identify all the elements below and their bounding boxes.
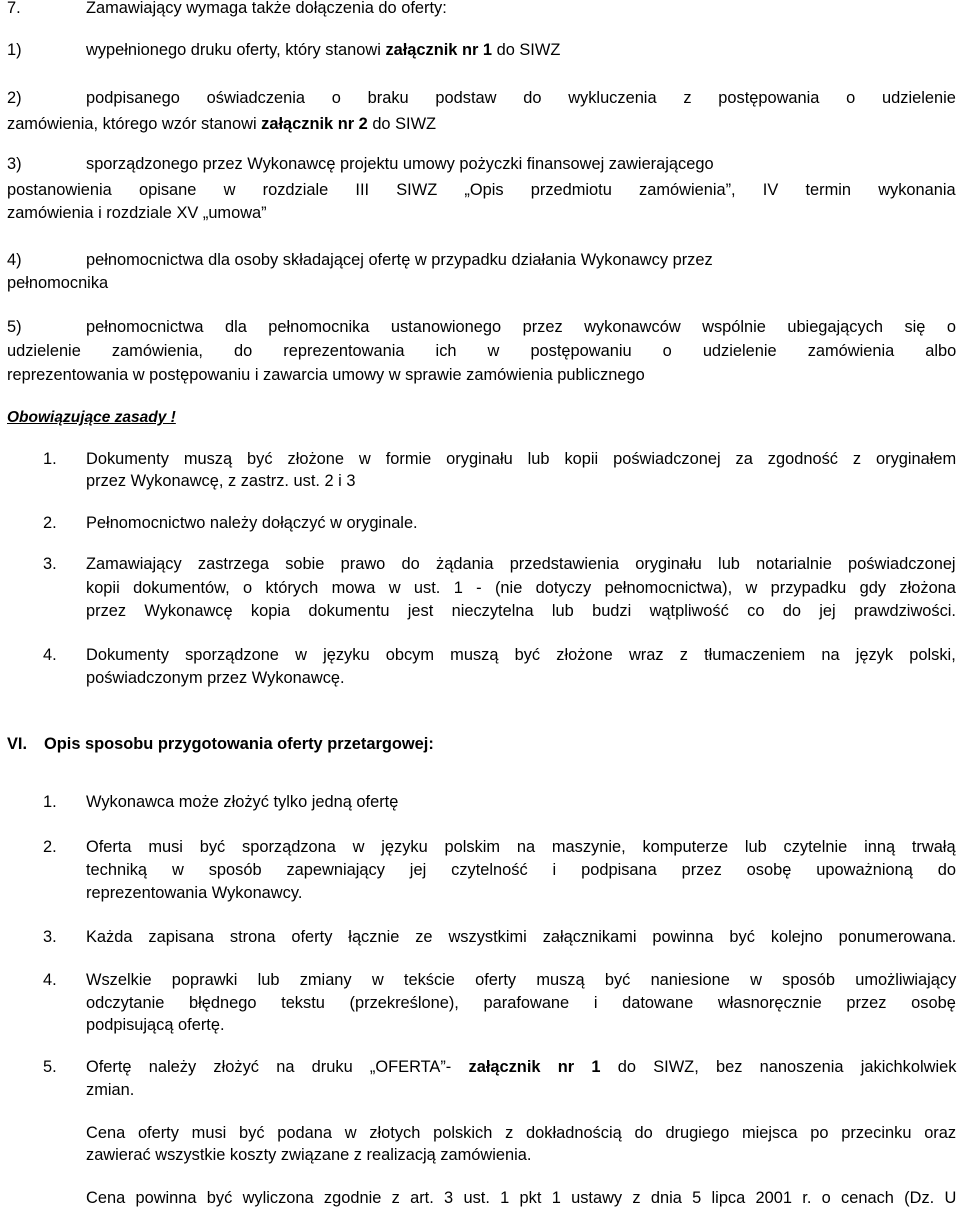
s6-item-2-number: 2. [43, 838, 57, 856]
list-item-2-line-2 [7, 113, 436, 135]
s6-item-2-line-3: reprezentowania Wykonawcy. [86, 884, 303, 902]
section-6-number: VI. [7, 735, 28, 753]
rule-2-number: 2. [43, 514, 57, 532]
s6-item-1-number: 1. [43, 793, 57, 811]
s6-item-5-line-1-a: Ofertę należy złożyć na druku „OFERTA”- [86, 1058, 469, 1076]
rule-3-line-1: Zamawiający zastrzega sobie prawo do żądania przedstawienia oryginału lub notarialnie poświadczonej [86, 555, 956, 573]
rule-4-line-1: Dokumenty sporządzone w języku obcym muszą być złożone wraz z tłumaczeniem na język polski, [86, 646, 956, 664]
rule-4-number: 4. [43, 646, 57, 664]
s6-item-4-number: 4. [43, 971, 57, 989]
list-item-5-number: 5) [7, 318, 22, 336]
list-item-5-line-3: reprezentowania w postępowaniu i zawarcia umowy w sprawie zamówienia publicznego [7, 366, 645, 384]
list-item-4-line-1: pełnomocnictwa dla osoby składającej ofertę w przypadku działania Wykonawcy przez [86, 251, 713, 269]
list-item-2-number: 2) [7, 89, 22, 107]
rule-4-line-2: poświadczonym przez Wykonawcę. [86, 669, 345, 687]
s6-item-1-line-1: Wykonawca może złożyć tylko jedną ofertę [86, 793, 399, 811]
s6-item-4-line-3: podpisującą ofertę. [86, 1016, 225, 1034]
list-item-1-text-b: załącznik nr 1 [385, 41, 493, 59]
s6-item-5-number: 5. [43, 1058, 57, 1076]
s6-item-3-line-1: Każda zapisana strona oferty łącznie ze wszystkimi załącznikami powinna być kolejno ponumerowana. [86, 928, 957, 946]
rule-3-line-3: przez Wykonawcę kopia dokumentu jest nieczytelna lub budzi wątpliwość co do jej prawdziwości. [86, 602, 956, 620]
rule-1-number: 1. [43, 450, 57, 468]
rules-heading: Obowiązujące zasady ! [7, 409, 176, 426]
section-6-title: Opis sposobu przygotowania oferty przetargowej: [44, 735, 434, 753]
list-item-3-line-3: zamówienia i rozdziale XV „umowa” [7, 204, 267, 222]
list-item-2-line-2-b: załącznik nr 2 [261, 115, 368, 133]
price-paragraph-1-line-1: Cena oferty musi być podana w złotych polskich z dokładnością do drugiego miejsca po przecinku oraz [86, 1124, 957, 1142]
list-item-1-number: 1) [7, 41, 22, 59]
s6-item-2-line-2: techniką w sposób zapewniający jej czytelność i podpisana przez osobę upoważnioną do [86, 861, 957, 879]
list-item-5-line-2: udzielenie zamówienia, do reprezentowania ich w postępowaniu o udzielenie zamówienia albo [7, 342, 957, 360]
rule-1-line-2: przez Wykonawcę, z zastrz. ust. 2 i 3 [86, 472, 356, 490]
s6-item-4-line-1: Wszelkie poprawki lub zmiany w tekście oferty muszą być naniesione w sposób umożliwiający [86, 971, 957, 989]
list-item-1-text-a: wypełnionego druku oferty, który stanowi [86, 41, 386, 59]
s6-item-5-line-1-b: załącznik nr 1 [468, 1058, 601, 1076]
rule-2-line-1: Pełnomocnictwo należy dołączyć w oryginale. [86, 514, 418, 532]
s6-item-2-line-1: Oferta musi być sporządzona w języku polskim na maszynie, komputerze lub czytelnie inną trwałą [86, 838, 956, 856]
list-item-2-line-2-a: zamówienia, którego wzór stanowi [7, 115, 262, 133]
price-paragraph-2-line-1: Cena powinna być wyliczona zgodnie z art. 3 ust. 1 pkt 1 ustawy z dnia 5 lipca 2001 r. o cenach (Dz. U [86, 1189, 957, 1207]
s6-item-5-line-2: zmian. [86, 1081, 135, 1099]
rule-3-line-2: kopii dokumentów, o których mowa w ust. 1 - (nie dotyczy pełnomocnictwa), w przypadku gdy złożona [86, 579, 956, 597]
rule-1-line-1: Dokumenty muszą być złożone w formie oryginału lub kopii poświadczonej za zgodność z oryginałem [86, 450, 957, 468]
list-item-3-line-1: sporządzonego przez Wykonawcę projektu umowy pożyczki finansowej zawierającego [86, 155, 714, 173]
list-item-2-line-2-c: do SIWZ [367, 115, 437, 133]
price-paragraph-1-line-2: zawierać wszystkie koszty związane z realizacją zamówienia. [86, 1146, 532, 1164]
s6-item-3-number: 3. [43, 928, 57, 946]
s6-item-4-line-2: odczytanie błędnego tekstu (przekreślone), parafowane i datowane własnoręcznie przez osobę [86, 994, 956, 1012]
s6-item-5-line-1 [86, 1056, 956, 1078]
list-item-3-line-2: postanowienia opisane w rozdziale III SIWZ „Opis przedmiotu zamówienia”, IV termin wykonania [7, 181, 956, 199]
list-item-5-line-1: pełnomocnictwa dla pełnomocnika ustanowionego przez wykonawców wspólnie ubiegających się o [86, 318, 956, 336]
section-7-number: 7. [7, 0, 21, 17]
list-item-1-text-c: do SIWZ [492, 41, 561, 59]
list-item-2-line-1: podpisanego oświadczenia o braku podstaw do wykluczenia z postępowania o udzielenie [86, 89, 956, 107]
list-item-1-text [86, 39, 560, 61]
section-7-text: Zamawiający wymaga także dołączenia do oferty: [86, 0, 447, 17]
list-item-4-line-2: pełnomocnika [7, 274, 109, 292]
list-item-4-number: 4) [7, 251, 22, 269]
rule-3-number: 3. [43, 555, 57, 573]
list-item-3-number: 3) [7, 155, 22, 173]
s6-item-5-line-1-c: do SIWZ, bez nanoszenia jakichkolwiek [600, 1058, 957, 1076]
